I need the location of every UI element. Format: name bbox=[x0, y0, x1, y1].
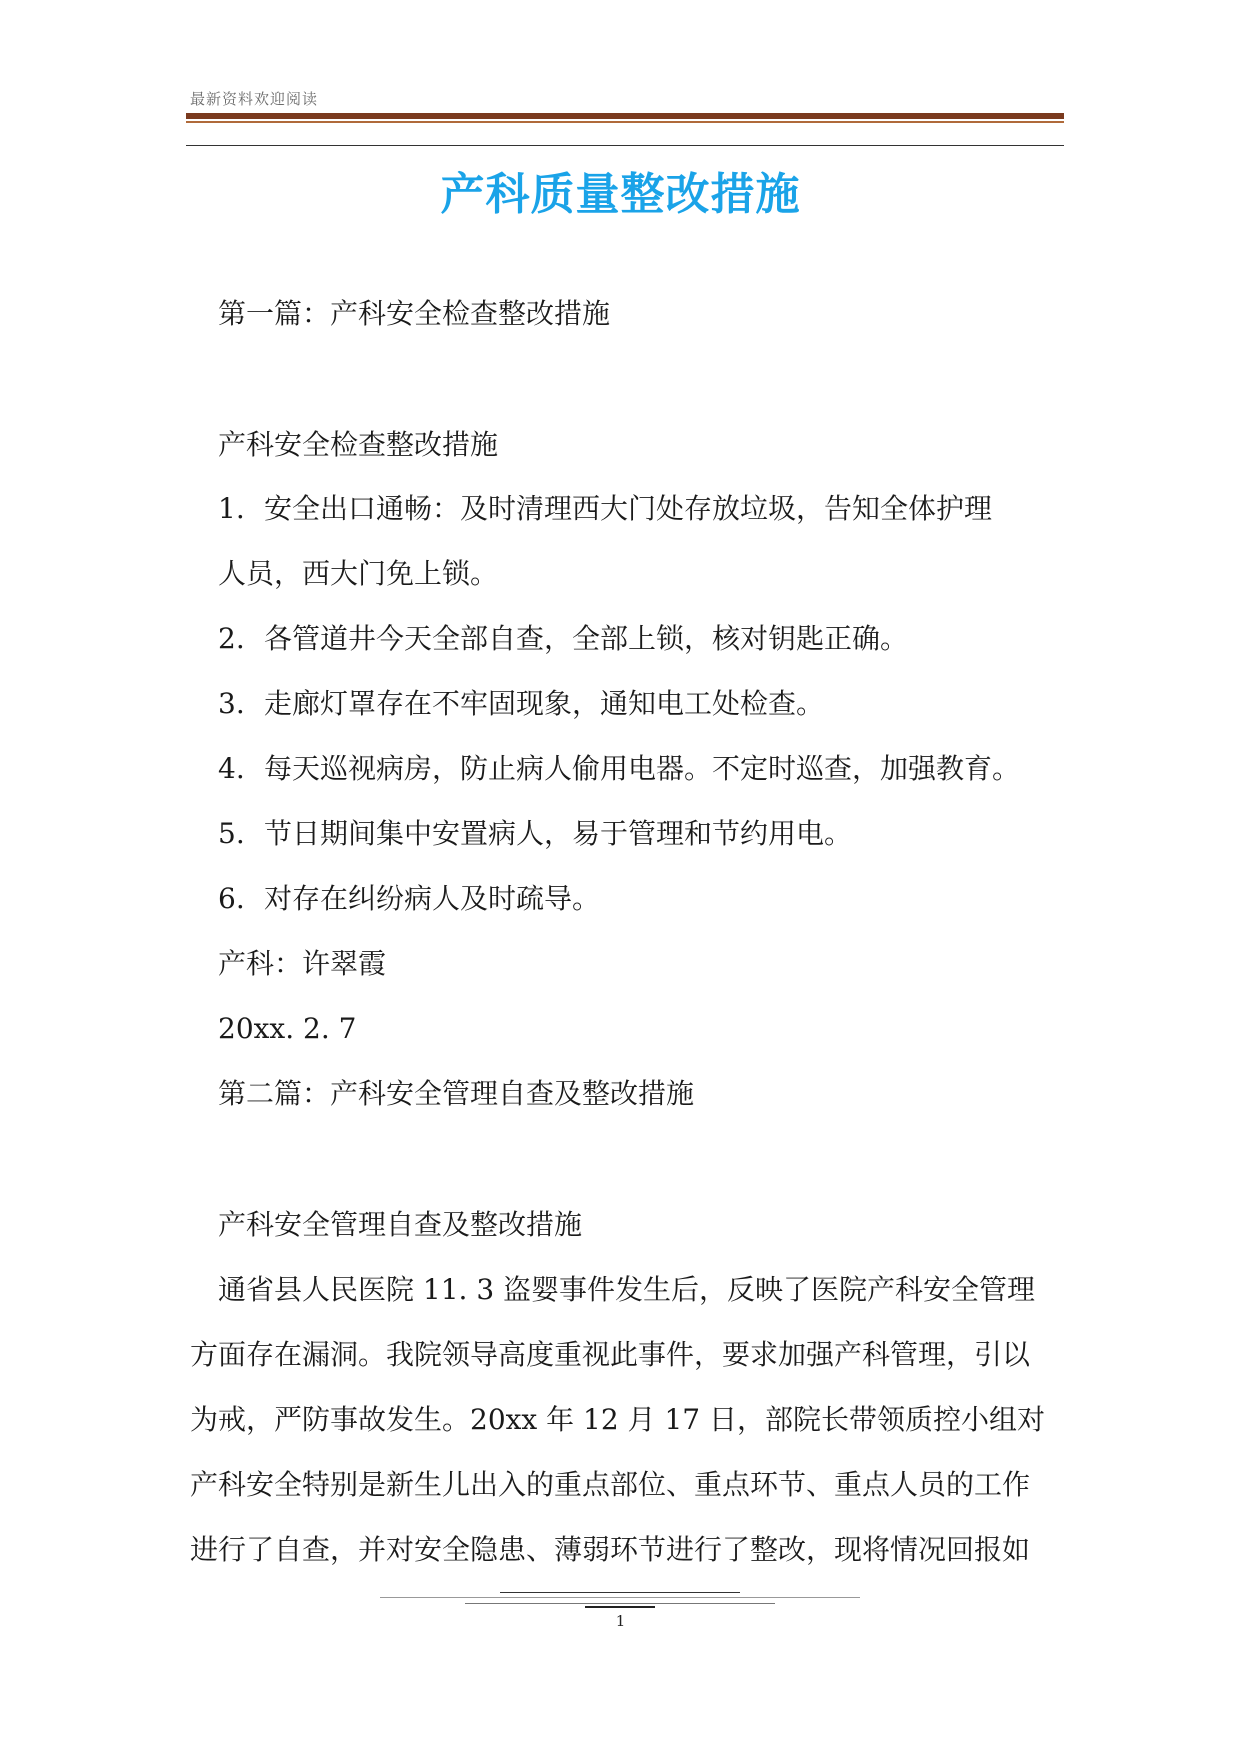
header-rule-thick bbox=[186, 113, 1064, 119]
section2-heading: 第二篇：产科安全管理自查及整改措施 bbox=[218, 1077, 695, 1110]
item-text: 对存在纠纷病人及时疏导。 bbox=[264, 882, 601, 915]
page-number: 1 bbox=[615, 1612, 626, 1630]
list-item bbox=[218, 882, 600, 916]
paragraph-line: 通省县人民医院 11. 3 盗婴事件发生后，反映了医院产科安全管理 bbox=[218, 1273, 1036, 1306]
section2-subheading: 产科安全管理自查及整改措施 bbox=[218, 1208, 583, 1241]
footer-rule bbox=[465, 1603, 775, 1604]
header-caption: 最新资料欢迎阅读 bbox=[190, 90, 319, 108]
paragraph-line: 进行了自查，并对安全隐患、薄弱环节进行了整改，现将情况回报如 bbox=[190, 1533, 1031, 1566]
date: 20xx. 2. 7 bbox=[218, 1012, 357, 1045]
paragraph-line: 产科安全特别是新生儿出入的重点部位、重点环节、重点人员的工作 bbox=[190, 1468, 1031, 1501]
list-item bbox=[218, 492, 992, 526]
footer-rule bbox=[500, 1592, 740, 1593]
list-item bbox=[218, 622, 908, 656]
document-title: 产科质量整改措施 bbox=[440, 169, 801, 220]
list-item-continuation: 人员，西大门免上锁。 bbox=[218, 557, 499, 590]
header-rule-mid bbox=[186, 121, 1064, 123]
header-rule-thin bbox=[186, 145, 1064, 146]
item-text: 走廊灯罩存在不牢固现象，通知电工处检查。 bbox=[264, 687, 825, 720]
item-number: 6. bbox=[218, 882, 245, 915]
item-text: 安全出口通畅：及时清理西大门处存放垃圾，告知全体护理 bbox=[264, 492, 993, 525]
footer-rule bbox=[585, 1606, 655, 1608]
footer-rule bbox=[380, 1597, 860, 1598]
item-text: 每天巡视病房，防止病人偷用电器。不定时巡查，加强教育。 bbox=[264, 752, 1021, 785]
signature: 产科：许翠霞 bbox=[218, 947, 387, 980]
paragraph-line: 方面存在漏洞。我院领导高度重视此事件，要求加强产科管理，引以 bbox=[190, 1338, 1031, 1371]
item-number: 4. bbox=[218, 752, 245, 785]
list-item bbox=[218, 752, 1020, 786]
item-number: 5. bbox=[218, 817, 245, 850]
list-item bbox=[218, 817, 852, 851]
paragraph-line: 为戒，严防事故发生。20xx 年 12 月 17 日，部院长带领质控小组对 bbox=[190, 1403, 1045, 1436]
section1-subheading: 产科安全检查整改措施 bbox=[218, 428, 499, 461]
list-item bbox=[218, 687, 824, 721]
item-number: 1. bbox=[218, 492, 245, 525]
item-text: 各管道井今天全部自查，全部上锁，核对钥匙正确。 bbox=[264, 622, 909, 655]
item-text: 节日期间集中安置病人，易于管理和节约用电。 bbox=[264, 817, 853, 850]
item-number: 3. bbox=[218, 687, 245, 720]
item-number: 2. bbox=[218, 622, 245, 655]
section1-heading: 第一篇：产科安全检查整改措施 bbox=[218, 297, 611, 330]
